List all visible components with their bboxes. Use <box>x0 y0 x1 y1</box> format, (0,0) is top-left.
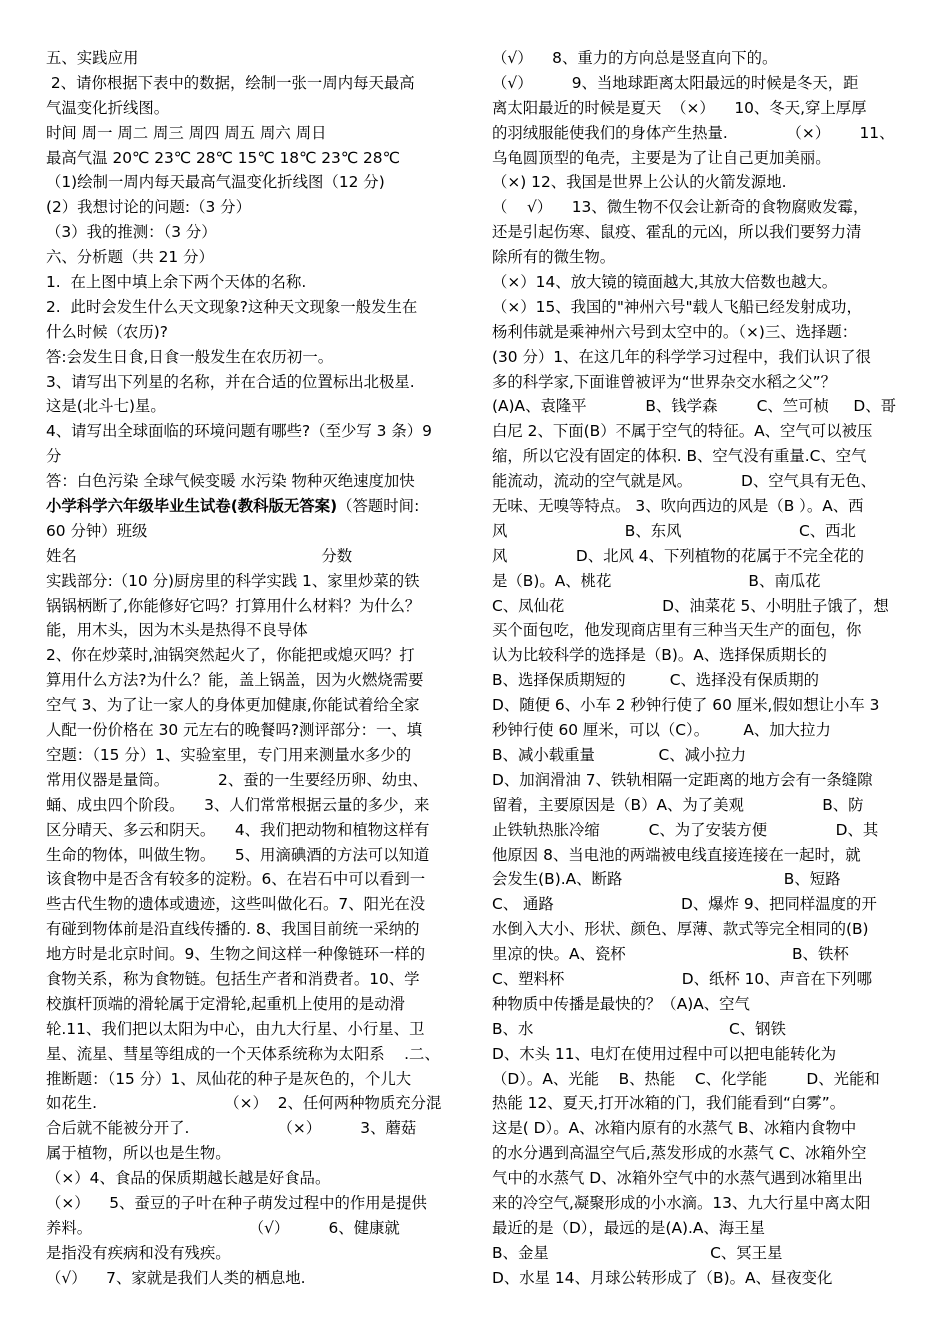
exam-title-line2: 60 分钟）班级 <box>46 521 148 540</box>
text-line: 姓名 分数 <box>46 546 353 565</box>
text-line: 无味、无嗅等特点。 3、吹向西边的风是（B ）。A、西 <box>492 497 864 516</box>
text-line: 来的冷空气,凝聚形成的小水滴。13、九大行星中离太阳 <box>492 1193 871 1212</box>
text-line: 五、实践应用 <box>46 49 139 67</box>
text-line: B、减小载重量 C、减小拉力 <box>492 745 747 764</box>
left-column <box>46 46 464 1291</box>
text-line: B、选择保质期短的 C、选择没有保质期的 <box>492 671 819 690</box>
text-line: 里凉的快。A、瓷杯 B、铁杯 <box>492 945 849 964</box>
text-line: 合后就不能被分开了. （×） 3、蘑菇 <box>46 1119 417 1138</box>
text-line: 2、你在炒菜时,油锅突然起火了，你能把或熄灭吗？打 <box>46 646 415 665</box>
text-line: 什么时候（农历)? <box>46 322 168 341</box>
text-line: 买个面包吃，他发现商店里有三种当天生产的面包，你 <box>492 621 862 640</box>
text-line: 区分晴天、多云和阴天。 4、我们把动物和植物这样有 <box>46 820 430 839</box>
text-line: 答:会发生日食,日食一般发生在农历初一。 <box>46 347 334 366</box>
text-line: 最近的是（D），最远的是(A).A、海王星 <box>492 1218 765 1237</box>
text-line: （√） 7、家就是我们人类的栖息地. <box>46 1268 306 1287</box>
text-line: 风 D、北风 4、下列植物的花属于不完全花的 <box>492 546 865 565</box>
text-line: (2）我想讨论的问题:（3 分） <box>46 198 251 217</box>
text-line: 会发生(B).A、断路 B、短路 <box>492 870 841 889</box>
text-line: （3）我的推测：（3 分） <box>46 223 217 242</box>
text-line: 时间 周一 周二 周三 周四 周五 周六 周日 <box>46 123 327 142</box>
text-line: （×）14、放大镜的镜面越大,其放大倍数也越大。 <box>492 273 838 292</box>
text-line: 气温变化折线图。 <box>46 98 170 117</box>
text-line: 多的科学家,下面谁曾被评为“世界杂交水稻之父”？ <box>492 372 837 391</box>
exam-title-bold: 小学科学六年级毕业生试卷(教科版无答案) <box>46 497 338 516</box>
text-line: C、塑料杯 D、纸杯 10、声音在下列哪 <box>492 969 872 988</box>
text-line: 蛹、成虫四个阶段。 3、人们常常根据云量的多少，来 <box>46 795 430 814</box>
text-line: 这是(北斗七)星。 <box>46 397 166 416</box>
text-line: （1)绘制一周内每天最高气温变化折线图（12 分) <box>46 173 385 192</box>
text-line: 地方时是北京时间。9、生物之间这样一种像链环一样的 <box>46 945 426 964</box>
text-line: C、 通路 D、爆炸 9、把同样温度的开 <box>492 895 877 914</box>
text-line: 推断题：（15 分）1、凤仙花的种子是灰色的，个儿大 <box>46 1069 412 1088</box>
text-line: 校旗杆顶端的滑轮属于定滑轮,起重机上使用的是动滑 <box>46 994 405 1013</box>
text-line: 除所有的微生物。 <box>492 248 616 267</box>
text-line: （×）4、食品的保质期越长越是好食品。 <box>46 1169 331 1188</box>
text-line: （ √） 13、微生物不仅会让新奇的食物腐败发霉， <box>492 198 869 217</box>
text-line: 白尼 2、下面(B）不属于空气的特征。A、空气可以被压 <box>492 422 873 441</box>
text-line: 1. 在上图中填上余下两个天体的名称. <box>46 273 307 292</box>
text-line: 生命的物体，叫做生物。 5、用滴碘酒的方法可以知道 <box>46 845 430 864</box>
text-line: 轮.11、我们把以太阳为中心，由九大行星、小行星、卫 <box>46 1019 425 1038</box>
text-line: 该食物中是否含有较多的淀粉。6、在岩石中可以看到一 <box>46 870 426 889</box>
text-line: 能流动，流动的空气就是风。 D、空气具有无色、 <box>492 472 876 491</box>
text-line: 的水分遇到高温空气后,蒸发形成的水蒸气 C、冰箱外空 <box>492 1144 867 1163</box>
text-line: 的羽绒服能使我们的身体产生热量. （×） 11、 <box>492 123 895 142</box>
text-line: 这是( D）。A、冰箱内原有的水蒸气 B、冰箱内食物中 <box>492 1119 857 1138</box>
text-line: 空题：（15 分）1、实验室里，专门用来测量水多少的 <box>46 745 412 764</box>
text-line: 空气 3、为了让一家人的身体更加健康,你能试着给全家 <box>46 696 420 715</box>
text-line: （√） 9、当地球距离太阳最远的时候是冬天，距 <box>492 73 859 92</box>
text-line: （D）。A、光能 B、热能 C、化学能 D、光能和 <box>492 1069 880 1088</box>
text-line: 分 <box>46 447 62 466</box>
exam-title <box>46 494 464 519</box>
text-line: 认为比较科学的选择是（B)。A、选择保质期长的 <box>492 646 827 665</box>
text-line: (A)A、袁隆平 B、钱学森 C、竺可桢 D、哥 <box>492 397 896 416</box>
text-line: 杨利伟就是乘神州六号到太空中的。（×)三、选择题： <box>492 322 858 341</box>
text-line: C、凤仙花 D、油菜花 5、小明肚子饿了，想 <box>492 596 889 615</box>
text-line: 如花生. （×） 2、任何两种物质充分混 <box>46 1094 442 1113</box>
text-line: 属于植物，所以也是生物。 <box>46 1144 231 1163</box>
text-line: 实践部分:（10 分)厨房里的科学实践 1、家里炒菜的铁 <box>46 571 420 590</box>
text-line: 种物质中传播是最快的？（A)A、空气 <box>492 994 750 1013</box>
text-line: 有碰到物体前是沿直线传播的. 8、我国目前统一采纳的 <box>46 920 420 939</box>
text-line: 风 B、东风 C、西北 <box>492 521 856 540</box>
text-line: 离太阳最近的时候是夏天 （×） 10、冬天,穿上厚厚 <box>492 98 867 117</box>
exam-title-time: （答题时间: <box>337 497 420 516</box>
text-line: 能，用木头，因为木头是热得不良导体 <box>46 621 308 640</box>
text-line: D、随便 6、小车 2 秒钟行使了 60 厘米,假如想让小车 3 <box>492 696 880 715</box>
text-line: 六、分析题（共 21 分） <box>46 248 214 267</box>
text-line: 热能 12、夏天,打开冰箱的门，我们能看到“白雾”。 <box>492 1094 846 1113</box>
text-line: （×) 12、我国是世界上公认的火箭发源地. <box>492 173 787 192</box>
text-line: （√） 8、重力的方向总是竖直向下的。 <box>492 49 778 67</box>
text-line: 是（B)。A、桃花 B、南瓜花 <box>492 571 821 590</box>
text-line: 算用什么方法?为什么？能，盖上锅盖，因为火燃烧需要 <box>46 671 424 690</box>
text-line: 是指没有疾病和没有残疾。 <box>46 1243 231 1262</box>
text-line: 答：白色污染 全球气候变暖 水污染 物种灭绝速度加快 <box>46 472 415 491</box>
text-line: 秒钟行使 60 厘米，可以（C）。 A、加大拉力 <box>492 721 831 740</box>
text-line: 2、请你根据下表中的数据，绘制一张一周内每天最高 <box>46 73 415 92</box>
text-line: （×） 5、蚕豆的子叶在种子萌发过程中的作用是提供 <box>46 1193 427 1212</box>
text-line: D、加润滑油 7、铁轨相隔一定距离的地方会有一条缝隙 <box>492 770 873 789</box>
text-line: 些古代生物的遗体或遗迹，这些叫做化石。7、阳光在没 <box>46 895 426 914</box>
text-line: 乌龟圆顶型的龟壳，主要是为了让自己更加美丽。 <box>492 148 831 167</box>
text-line: B、水 C、钢铁 <box>492 1019 786 1038</box>
text-line: 最高气温 20℃ 23℃ 28℃ 15℃ 18℃ 23℃ 28℃ <box>46 148 400 167</box>
text-line: B、金星 C、冥王星 <box>492 1243 783 1262</box>
text-line: 还是引起伤寒、鼠疫、霍乱的元凶，所以我们要努力清 <box>492 223 862 242</box>
text-line: 人配一份价格在 30 元左右的晚餐吗?测评部分：一、填 <box>46 721 423 740</box>
text-line: D、木头 11、电灯在使用过程中可以把电能转化为 <box>492 1044 837 1063</box>
text-line: 止铁轨热胀冷缩 C、为了安装方便 D、其 <box>492 820 879 839</box>
text-line: 水倒入大小、形状、颜色、厚薄、款式等完全相同的(B) <box>492 920 869 939</box>
right-column <box>492 46 910 1291</box>
text-line: 2. 此时会发生什么天文现象?这种天文现象一般发生在 <box>46 297 418 316</box>
text-line: 星、流星、彗星等组成的一个天体系统称为太阳系 .二、 <box>46 1044 440 1063</box>
text-line: 他原因 8、当电池的两端被电线直接连接在一起时，就 <box>492 845 861 864</box>
text-line: 3、请写出下列星的名称，并在合适的位置标出北极星. <box>46 372 415 391</box>
text-line: 气中的水蒸气 D、冰箱外空气中的水蒸气遇到冰箱里出 <box>492 1169 863 1188</box>
text-line: 常用仪器是量筒。 2、蚕的一生要经历卵、幼虫、 <box>46 770 428 789</box>
text-line: 养料。 （√） 6、健康就 <box>46 1218 400 1237</box>
text-line: （×）15、我国的"神州六号"载人飞船已经发射成功， <box>492 297 862 316</box>
text-line: 留着，主要原因是（B）A、为了美观 B、防 <box>492 795 864 814</box>
text-line: 缩，所以它没有固定的体积. B、空气没有重量.C、空气 <box>492 447 867 466</box>
text-line: D、水星 14、月球公转形成了（B)。A、昼夜变化 <box>492 1268 833 1287</box>
text-line: 4、请写出全球面临的环境问题有哪些?（至少写 3 条）9 <box>46 422 432 441</box>
text-line: 锅锅柄断了,你能修好它吗？打算用什么材料？为什么？ <box>46 596 421 615</box>
text-line: 食物关系，称为食物链。包括生产者和消费者。10、学 <box>46 969 420 988</box>
text-line: (30 分）1、在这几年的科学学习过程中，我们认识了很 <box>492 347 871 366</box>
